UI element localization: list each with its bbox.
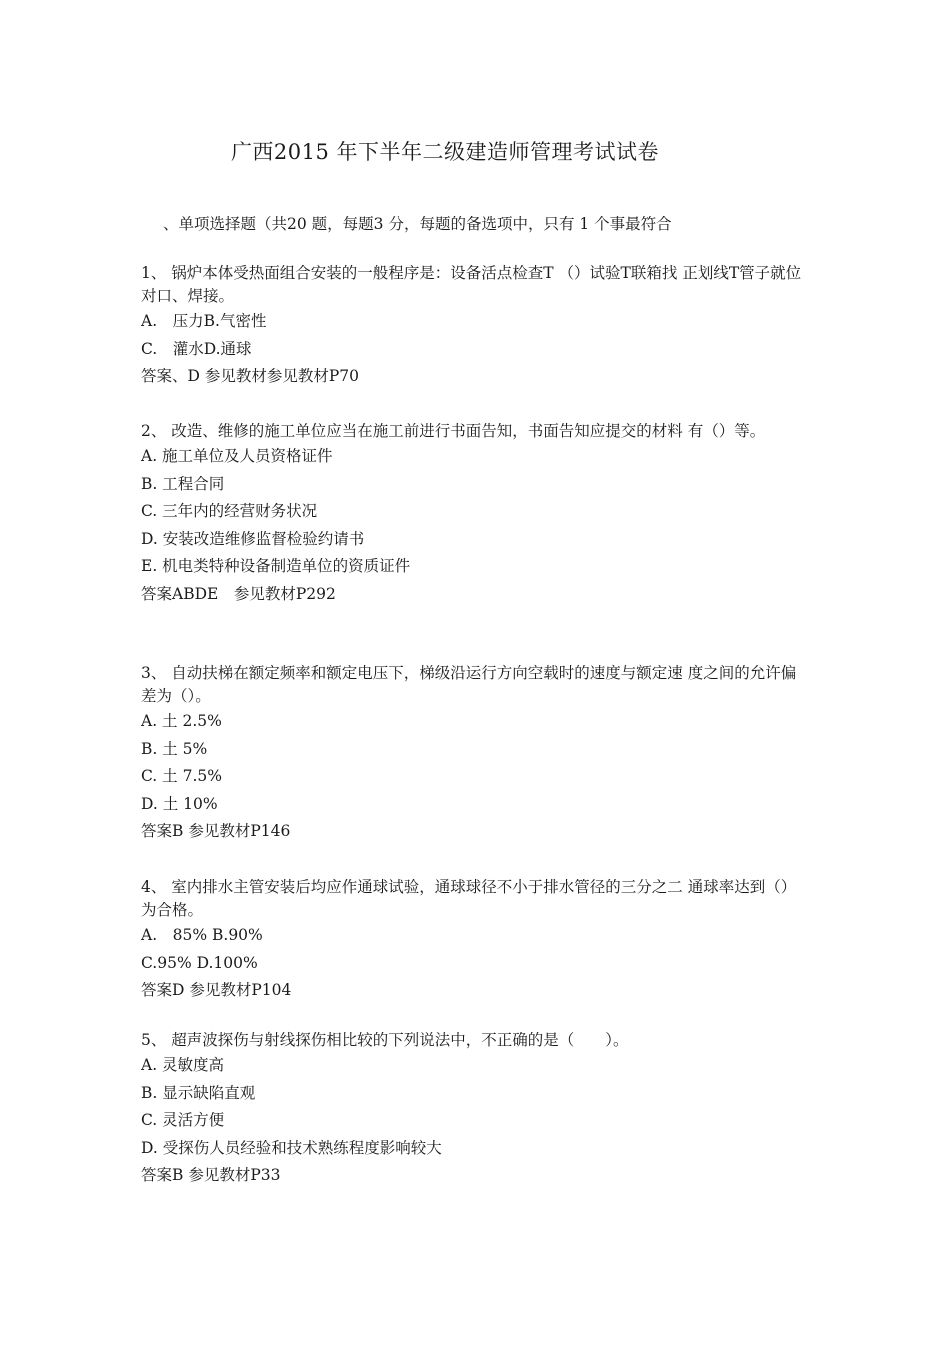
option-line: D. 安装改造维修监督检验约请书 bbox=[141, 529, 365, 548]
document-title: 广西2015 年下半年二级建造师管理考试试卷 bbox=[230, 140, 660, 164]
question-stem: 2、 改造、维修的施工单位应当在施工前进行书面告知，书面告知应提交的材料 有（）等。 bbox=[141, 422, 766, 440]
option-line: D. 土 10% bbox=[141, 794, 218, 813]
question-stem: 1、 锅炉本体受热面组合安装的一般程序是：设备活点检查T （）试验T联箱找 正划线T管子就位对口、焊接。 bbox=[141, 264, 802, 305]
question-5 bbox=[141, 1029, 811, 1190]
option-line: A. 灵敏度高 bbox=[141, 1056, 225, 1074]
question-2 bbox=[141, 420, 811, 608]
answer-line: 答案B 参见教材P33 bbox=[141, 1166, 281, 1184]
section-heading: 、单项选择题（共20 题，每题3 分，每题的备选项中，只有 1 个事最符合 bbox=[163, 215, 672, 233]
option-line: C. 土 7.5% bbox=[141, 767, 222, 785]
option-line: E. 机电类特种设备制造单位的资质证件 bbox=[141, 557, 411, 575]
option-line: B. 土 5% bbox=[141, 739, 208, 758]
question-4 bbox=[141, 876, 811, 1005]
option-line: C. 灌水D.通球 bbox=[141, 339, 252, 358]
answer-line: 答案D 参见教材P104 bbox=[141, 981, 292, 999]
option-line: C. 三年内的经营财务状况 bbox=[141, 502, 318, 520]
option-line: C. 灵活方便 bbox=[141, 1111, 225, 1129]
question-stem: 5、 超声波探伤与射线探伤相比较的下列说法中，不正确的是（ ）。 bbox=[141, 1031, 629, 1049]
option-line: A. 85% B.90% bbox=[141, 926, 263, 944]
answer-line: 答案B 参见教材P146 bbox=[141, 822, 291, 840]
question-1 bbox=[141, 262, 811, 391]
question-stem: 3、 自动扶梯在额定频率和额定电压下，梯级沿运行方向空载时的速度与额定速 度之间的允许偏差为（）。 bbox=[141, 664, 797, 705]
option-line: B. 显示缺陷直观 bbox=[141, 1083, 256, 1102]
option-line: D. 受探伤人员经验和技术熟练程度影响较大 bbox=[141, 1138, 442, 1157]
answer-line: 答案、D 参见教材参见教材P70 bbox=[141, 367, 360, 385]
option-line: A. 压力B.气密性 bbox=[141, 312, 267, 330]
option-line: A. 土 2.5% bbox=[141, 712, 222, 730]
option-line: A. 施工单位及人员资格证件 bbox=[141, 447, 333, 465]
question-stem: 4、 室内排水主管安装后均应作通球试验，通球球径不小于排水管径的三分之二 通球率达到（）为合格。 bbox=[141, 878, 797, 919]
question-3 bbox=[141, 662, 811, 846]
option-line: C.95% D.100% bbox=[141, 953, 258, 972]
answer-line: 答案ABDE 参见教材P292 bbox=[141, 584, 336, 603]
option-line: B. 工程合同 bbox=[141, 474, 225, 493]
